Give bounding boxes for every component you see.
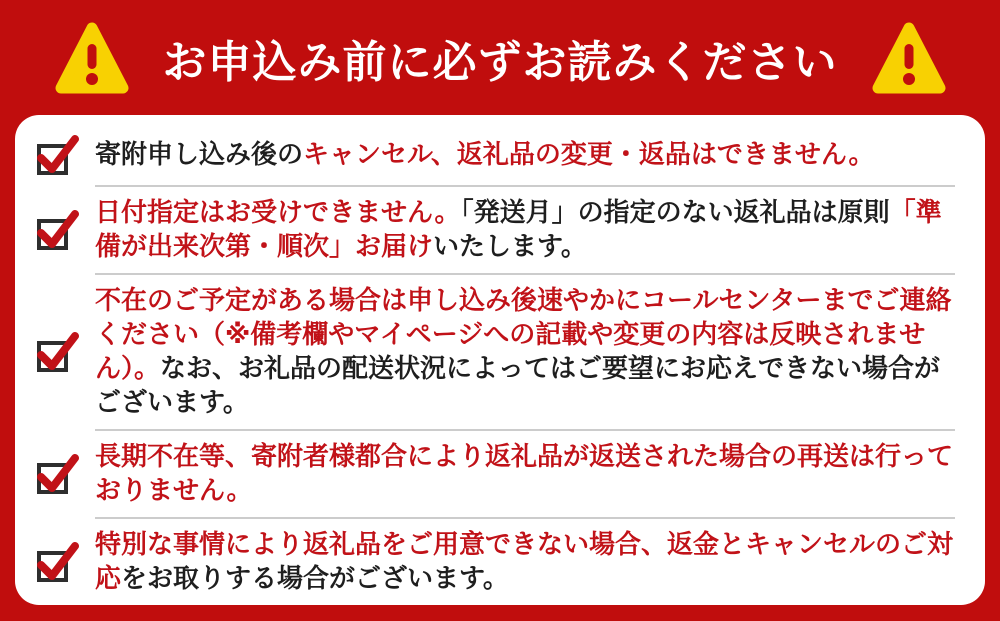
notice-item — [35, 187, 955, 273]
warning-icon-left — [55, 19, 129, 97]
notice-list — [35, 125, 955, 605]
notice-title: お申込み前に必ずお読みください — [162, 36, 838, 88]
checkbox-checked-icon — [35, 541, 79, 583]
text-segment-black: なお、お礼品の配送状況によってはご要望にお応えできない場合がございます。 — [95, 354, 941, 418]
notice-header — [0, 0, 1000, 115]
text-segment-black: をお取りする場合がございます。 — [121, 564, 509, 594]
text-segment-red: 特別な事情により返礼品をご用意できない場合、返金とキャンセルのご対応 — [95, 530, 954, 594]
notice-box — [15, 115, 985, 605]
text-segment-black: 「発送月」の指定のない返礼品は原則 — [460, 198, 890, 228]
notice-item-text — [95, 440, 955, 508]
text-segment-red: 不在のご予定がある場合は申し込み後速やかにコールセンターまでご連絡ください（※備考欄やマイページへの記載や変更の内容は反映されません）。 — [95, 286, 952, 384]
notice-item — [35, 275, 955, 429]
text-segment-red: 「準備が出来次第・順次」お届け — [95, 198, 942, 262]
checkbox-checked-icon — [35, 331, 79, 373]
notice-item — [35, 125, 955, 185]
text-segment-red: キャンセル、返礼品の変更・返品はできません。 — [303, 140, 875, 170]
checkbox-checked-icon — [35, 453, 79, 495]
notice-item-text — [95, 284, 955, 420]
notice-item-text — [95, 528, 955, 596]
text-segment-black: 寄附申し込み後の — [95, 140, 304, 170]
notice-item — [35, 431, 955, 517]
text-segment-red: 長期不在等、寄附者様都合により返礼品が返送された場合の再送は行っておりません。 — [95, 442, 954, 506]
notice-item-text — [95, 196, 955, 264]
notice-item-text — [95, 138, 955, 172]
text-segment-black: いたします。 — [433, 232, 587, 262]
notice-item — [35, 519, 955, 605]
text-segment-red: 日付指定はお受けできません。 — [95, 198, 461, 228]
checkbox-checked-icon — [35, 134, 79, 176]
warning-icon-right — [872, 19, 946, 97]
checkbox-checked-icon — [35, 209, 79, 251]
